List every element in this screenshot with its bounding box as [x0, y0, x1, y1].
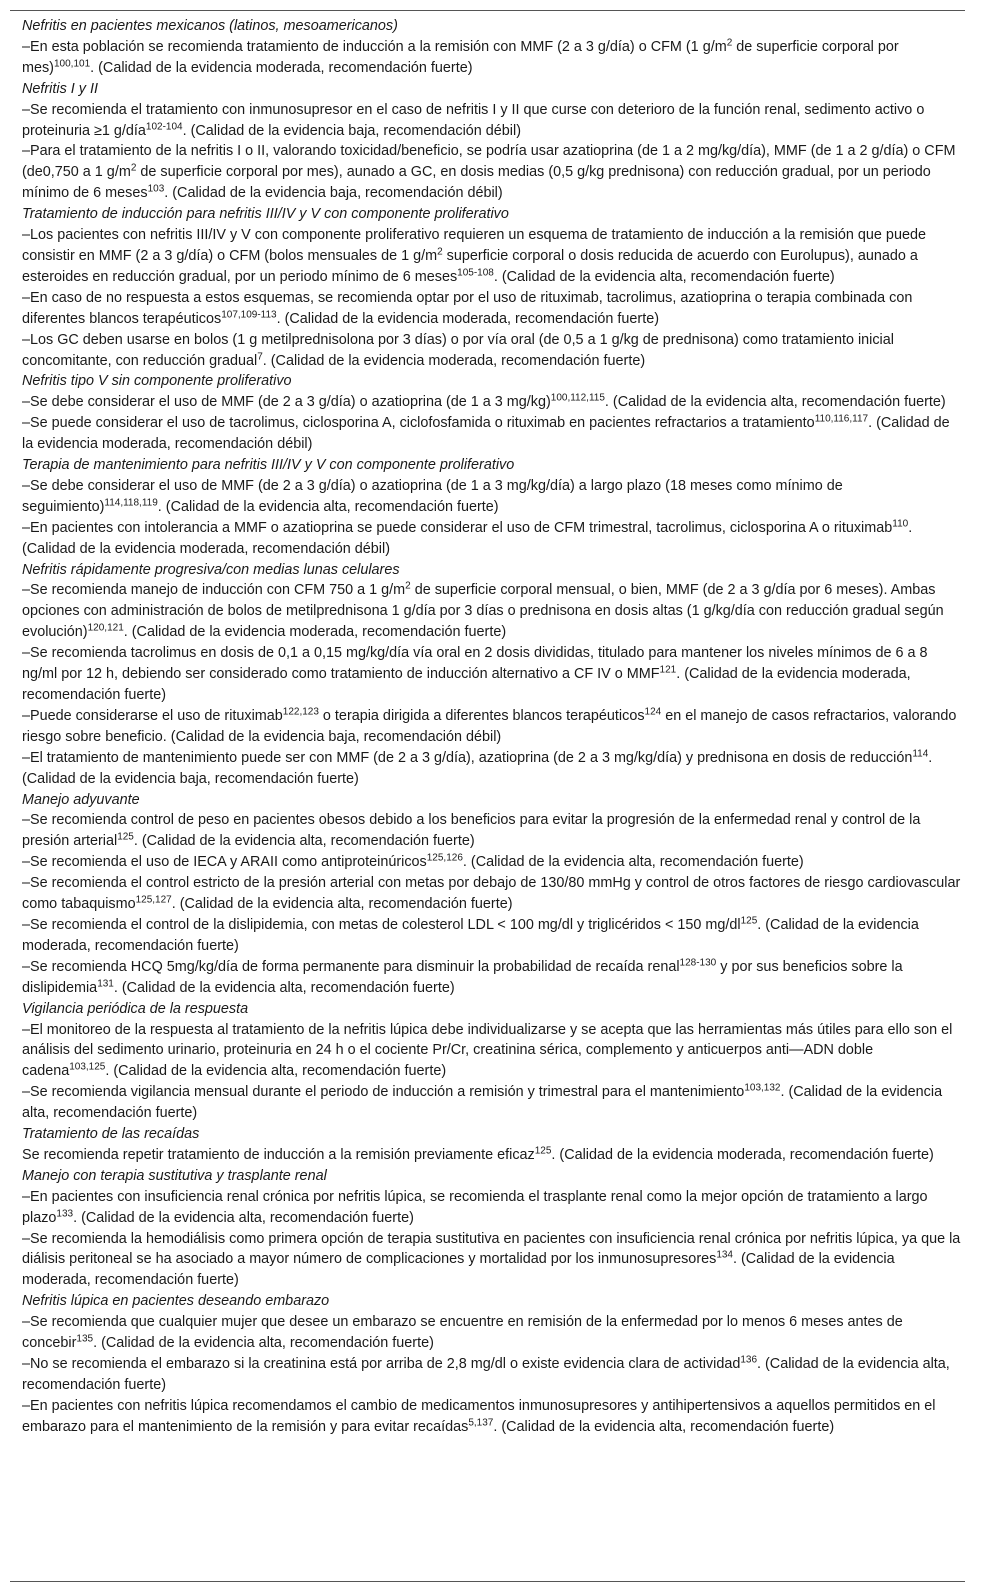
reference-superscript: 120,121: [87, 622, 124, 634]
recommendation-text: –Se recomienda el uso de IECA y ARAII como antiproteinúricos: [22, 854, 427, 871]
recommendation-item: [22, 225, 962, 288]
recommendation-text: –Se recomienda que cualquier mujer que desee un embarazo se encuentre en remisión de la enfermedad por lo menos 6 meses antes de concebir: [22, 1314, 903, 1352]
reference-superscript: 103,125: [69, 1061, 106, 1073]
reference-superscript: 2: [130, 162, 137, 174]
recommendation-text: . (Calidad de la evidencia moderada, recomendación fuerte): [123, 624, 507, 641]
recommendation-item: [22, 413, 962, 455]
recommendation-text: –En pacientes con nefritis lúpica recomendamos el cambio de medicamentos inmunosupresores y antihipertensivos a aquellos permitidos en el embarazo para el mantenimiento de la remisión y para evitar recaídas: [22, 1397, 936, 1435]
reference-superscript: 103,132: [744, 1082, 781, 1094]
recommendation-text: –Se recomienda HCQ 5mg/kg/día de forma permanente para disminuir la probabilidad de recaída renal: [22, 958, 680, 975]
reference-superscript: 7: [257, 351, 263, 362]
recommendation-text: . (Calidad de la evidencia moderada, recomendación fuerte): [22, 1251, 895, 1289]
reference-superscript: 125,126: [426, 852, 463, 864]
section-heading: Nefritis en pacientes mexicanos (latinos, mesoamericanos): [22, 18, 398, 34]
recommendation-text: –Se debe considerar el uso de MMF (de 2 a 3 g/día) o azatioprina (de 1 a 3 mg/kg): [22, 394, 551, 411]
recommendation-text: –Se recomienda vigilancia mensual durante el periodo de inducción a remisión y trimestral para el mantenimiento: [22, 1084, 745, 1101]
recommendation-text: –Se recomienda control de peso en pacientes obesos debido a los beneficios para evitar la progresión de la enfermedad renal y control de la presión arterial: [22, 812, 921, 850]
section-heading: Manejo con terapia sustitutiva y trasplante renal: [22, 1167, 327, 1184]
section-heading: Manejo adyuvante: [22, 791, 140, 808]
recommendation-item: [22, 957, 962, 999]
recommendation-item: [22, 1396, 962, 1438]
recommendation-text: . (Calidad de la evidencia baja, recomendación fuerte): [22, 749, 933, 787]
recommendation-text: . (Calidad de la evidencia alta, recomendación fuerte): [22, 1084, 943, 1122]
reference-superscript: 128-130: [679, 957, 717, 969]
recommendation-item: [22, 915, 962, 957]
recommendation-item: [22, 100, 962, 142]
recommendation-text: . (Calidad de la evidencia alta, recomendación fuerte): [171, 896, 513, 913]
recommendation-text: –Los GC deben usarse en bolos (1 g metilprednisolona por 3 días) o por vía oral (de 0,5 a 1 g/kg de prednisona) como tratamiento inicial concomitante, con reducción gradual: [22, 331, 894, 369]
recommendation-item: [22, 37, 962, 79]
recommendation-text: de superficie corporal mensual, o bien, MMF (de 2 a 3 g/día por 6 meses). Ambas opciones con administración de bolos de metilprednisona 1 g/día por 3 días o prednisona en dosis altas (1 g/kg/día con reducción gradual según evolución): [22, 582, 944, 641]
recommendation-item: [22, 1354, 962, 1396]
recommendation-text: –Se recomienda la hemodiálisis como primera opción de terapia sustitutiva en pacientes con insuficiencia renal crónica por nefritis lúpica, ya que la diálisis peritoneal se ha asociado a mayor número de complicaciones y mortalidad por los inmunosupresores: [22, 1230, 961, 1268]
recommendations-table: [10, 10, 965, 1582]
section-heading: Nefritis lúpica en pacientes deseando embarazo: [22, 1293, 330, 1310]
recommendation-item: [22, 706, 962, 748]
recommendation-text: –Se recomienda tacrolimus en dosis de 0,1 a 0,15 mg/kg/día vía oral en 2 dosis divididas, titulado para mantener los niveles mínimos de 6 a 8 ng/ml por 12 h, debiendo ser considerado como tratamiento de inducción alternativo a CF IV o MMF: [22, 645, 928, 683]
reference-superscript: 100,101: [53, 58, 91, 70]
recommendation-text: –Se recomienda el tratamiento con inmunosupresor en el caso de nefritis I y II que curse con deterioro de la función renal, sedimento activo o proteinuria ≥1 g/día: [22, 101, 925, 139]
recommendation-text: –En pacientes con insuficiencia renal crónica por nefritis lúpica, se recomienda el trasplante renal como la mejor opción de tratamiento a largo plazo: [22, 1188, 928, 1226]
recommendation-text: –El monitoreo de la respuesta al tratamiento de la nefritis lúpica debe individualizarse y se acepta que las herramientas más útiles para ello son el análisis del sedimento urinario, proteinuria en 24 h o el cociente Pr/Cr, creatinina sérica, complemento y anticuerpos anti—ADN doble cadena: [22, 1021, 953, 1080]
recommendation-text: –El tratamiento de mantenimiento puede ser con MMF (de 2 a 3 g/día), azatioprina (de 2 a 3 mg/kg/día) y prednisona en dosis de reducción: [22, 749, 913, 766]
recommendation-text: –Se debe considerar el uso de MMF (de 2 a 3 g/día) o azatioprina (de 1 a 3 mg/kg/día) a largo plazo (18 meses como mínimo de seguimiento): [22, 477, 843, 515]
recommendation-text: –Se recomienda el control de la dislipidemia, con metas de colesterol LDL < 100 mg/dl y triglicéridos < 150 mg/dl: [22, 916, 741, 933]
section-heading: Vigilancia periódica de la respuesta: [22, 1000, 249, 1017]
recommendation-text: . (Calidad de la evidencia moderada, recomendación débil): [22, 519, 913, 557]
recommendation-text: . (Calidad de la evidencia moderada, recomendación fuerte): [22, 666, 911, 703]
recommendation-item: [22, 141, 962, 204]
recommendation-text: –En esta población se recomienda tratamiento de inducción a la remisión con MMF (2 a 3 g/día) o CFM (1 g/m: [22, 38, 727, 55]
recommendation-text: –En caso de no respuesta a estos esquemas, se recomienda optar por el uso de rituximab, tacrolimus, azatioprina o terapia combinada con diferentes blancos terapéuticos: [22, 289, 913, 327]
recommendation-text: . (Calidad de la evidencia baja, recomendación débil): [164, 185, 503, 202]
section-heading: Tratamiento de las recaídas: [22, 1126, 200, 1143]
reference-superscript: 107,109-113: [221, 309, 277, 321]
recommendation-text: . (Calidad de la evidencia alta, recomendación fuerte): [493, 1418, 835, 1435]
recommendation-text: . (Calidad de la evidencia moderada, recomendación fuerte): [262, 352, 646, 369]
recommendation-item: [22, 1229, 962, 1292]
reference-superscript: 134: [716, 1249, 733, 1261]
recommendation-text: –En pacientes con intolerancia a MMF o azatioprina se puede considerar el uso de CFM trimestral, tacrolimus, ciclosporina A o rituximab: [22, 519, 893, 536]
recommendation-text: o terapia dirigida a diferentes blancos terapéuticos: [318, 707, 645, 724]
reference-superscript: 121: [659, 664, 677, 676]
reference-superscript: 135: [76, 1333, 94, 1345]
recommendation-text: de superficie corporal por mes), aunado a GC, en dosis medias (0,5 g/kg prednisona) con reducción gradual, por un periodo mínimo de 6 meses: [22, 164, 931, 202]
recommendation-text: . (Calidad de la evidencia alta, recomendación fuerte): [93, 1335, 434, 1352]
recommendation-text: –Se recomienda el control estricto de la presión arterial con metas por debajo de 130/80 mmHg y control de otros factores de riesgo cardiovascular como tabaquismo: [22, 875, 961, 913]
reference-superscript: 105-108: [457, 267, 494, 279]
recommendation-text: de superficie corporal por mes): [22, 38, 899, 76]
reference-superscript: 2: [437, 246, 443, 258]
recommendations-body: [10, 11, 962, 1438]
recommendation-item: [22, 643, 962, 706]
reference-superscript: 133: [56, 1208, 74, 1220]
recommendation-text: . (Calidad de la evidencia alta, recomendación fuerte): [157, 498, 499, 515]
recommendation-item: [22, 748, 962, 790]
reference-superscript: 5,137: [468, 1417, 494, 1429]
recommendation-text: –Para el tratamiento de la nefritis I o II, valorando toxicidad/beneficio, se podría usar azatioprina (de 1 a 2 mg/kg/día), MMF (de 1 a 2 g/día) o CFM (de0,750 a 1 g/m: [22, 143, 956, 181]
recommendation-text: . (Calidad de la evidencia moderada, recomendación fuerte): [276, 310, 659, 327]
recommendation-text: . (Calidad de la evidencia alta, recomendación fuerte): [493, 268, 835, 285]
recommendation-text: . (Calidad de la evidencia alta, recomendación fuerte): [604, 394, 946, 411]
reference-superscript: 124: [644, 706, 662, 718]
recommendation-item: [22, 1312, 962, 1354]
section-heading: Nefritis tipo V sin componente proliferativo: [22, 373, 292, 390]
recommendation-text: . (Calidad de la evidencia alta, recomendación fuerte): [133, 833, 475, 850]
reference-superscript: 125: [740, 915, 758, 927]
recommendation-text: . (Calidad de la evidencia moderada, recomendación débil): [22, 415, 950, 453]
recommendation-text: –Puede considerarse el uso de rituximab: [22, 707, 283, 724]
recommendation-item: [22, 1145, 962, 1166]
reference-superscript: 125,127: [135, 894, 172, 906]
recommendation-text: Se recomienda repetir tratamiento de inducción a la remisión previamente eficaz: [22, 1146, 535, 1163]
recommendation-item: [22, 392, 962, 413]
recommendation-text: . (Calidad de la evidencia alta, recomendación fuerte): [73, 1209, 414, 1226]
recommendation-text: . (Calidad de la evidencia baja, recomendación débil): [182, 122, 521, 139]
recommendation-text: y por sus beneficios sobre la dislipidemia: [22, 958, 903, 996]
recommendation-item: [22, 330, 962, 372]
recommendation-item: [22, 1187, 962, 1229]
recommendation-text: superficie corporal o dosis reducida de acuerdo con Eurolupus), aunado a esteroides en reducción gradual, por un periodo mínimo de 6 meses: [22, 247, 918, 285]
recommendation-item: [22, 1020, 962, 1083]
recommendation-text: . (Calidad de la evidencia alta, recomendación fuerte): [113, 979, 455, 996]
section-heading: Tratamiento de inducción para nefritis III/IV y V con componente proliferativo: [22, 206, 509, 223]
reference-superscript: 136: [740, 1354, 758, 1366]
reference-superscript: 110,116,117: [814, 413, 869, 425]
recommendation-text: –Los pacientes con nefritis III/IV y V con componente proliferativo requieren un esquema de tratamiento de inducción a la remisión que puede consistir en MMF (2 a 3 g/día) o CFM (bolos mensuales de 1 g/m: [22, 227, 926, 264]
reference-superscript: 114,118,119: [104, 497, 158, 509]
recommendation-text: –Se puede considerar el uso de tacrolimus, ciclosporina A, ciclofosfamida o rituximab en pacientes refractarios a tratamiento: [22, 415, 815, 432]
reference-superscript: 110: [892, 518, 909, 530]
recommendation-text: . (Calidad de la evidencia alta, recomendación fuerte): [105, 1063, 447, 1080]
recommendation-item: [22, 852, 962, 873]
reference-superscript: 131: [97, 978, 114, 990]
reference-superscript: 125: [117, 831, 134, 843]
recommendation-text: . (Calidad de la evidencia moderada, recomendación fuerte): [22, 916, 919, 954]
recommendation-item: [22, 580, 962, 643]
section-heading: Terapia de mantenimiento para nefritis III/IV y V con componente proliferativo: [22, 457, 515, 474]
recommendation-text: . (Calidad de la evidencia alta, recomendación fuerte): [462, 854, 804, 871]
section-heading: Nefritis I y II: [22, 80, 98, 97]
recommendation-item: [22, 288, 962, 330]
reference-superscript: 122,123: [282, 706, 319, 718]
recommendation-item: [22, 518, 962, 560]
recommendation-text: . (Calidad de la evidencia moderada, recomendación fuerte): [90, 59, 473, 76]
reference-superscript: 103: [147, 183, 165, 195]
recommendation-text: . (Calidad de la evidencia moderada, recomendación fuerte): [551, 1146, 934, 1163]
recommendation-item: [22, 873, 962, 915]
recommendation-text: –No se recomienda el embarazo si la creatinina está por arriba de 2,8 mg/dl o existe evidencia clara de actividad: [22, 1356, 741, 1372]
reference-superscript: 2: [405, 580, 411, 592]
reference-superscript: 2: [726, 37, 733, 49]
recommendation-text: –Se recomienda manejo de inducción con CFM 750 a 1 g/m: [22, 582, 406, 599]
recommendation-item: [22, 476, 962, 518]
section-heading: Nefritis rápidamente progresiva/con medias lunas celulares: [22, 561, 400, 578]
reference-superscript: 125: [534, 1145, 552, 1157]
recommendation-item: [22, 810, 962, 852]
recommendation-item: [22, 1082, 962, 1124]
reference-superscript: 102-104: [145, 121, 183, 133]
recommendation-text: en el manejo de casos refractarios, valorando riesgo sobre beneficio. (Calidad de la evidencia baja, recomendación débil): [22, 707, 957, 745]
recommendation-text: . (Calidad de la evidencia alta, recomendación fuerte): [22, 1356, 950, 1393]
reference-superscript: 100,112,115: [550, 392, 605, 404]
reference-superscript: 114: [912, 748, 929, 760]
